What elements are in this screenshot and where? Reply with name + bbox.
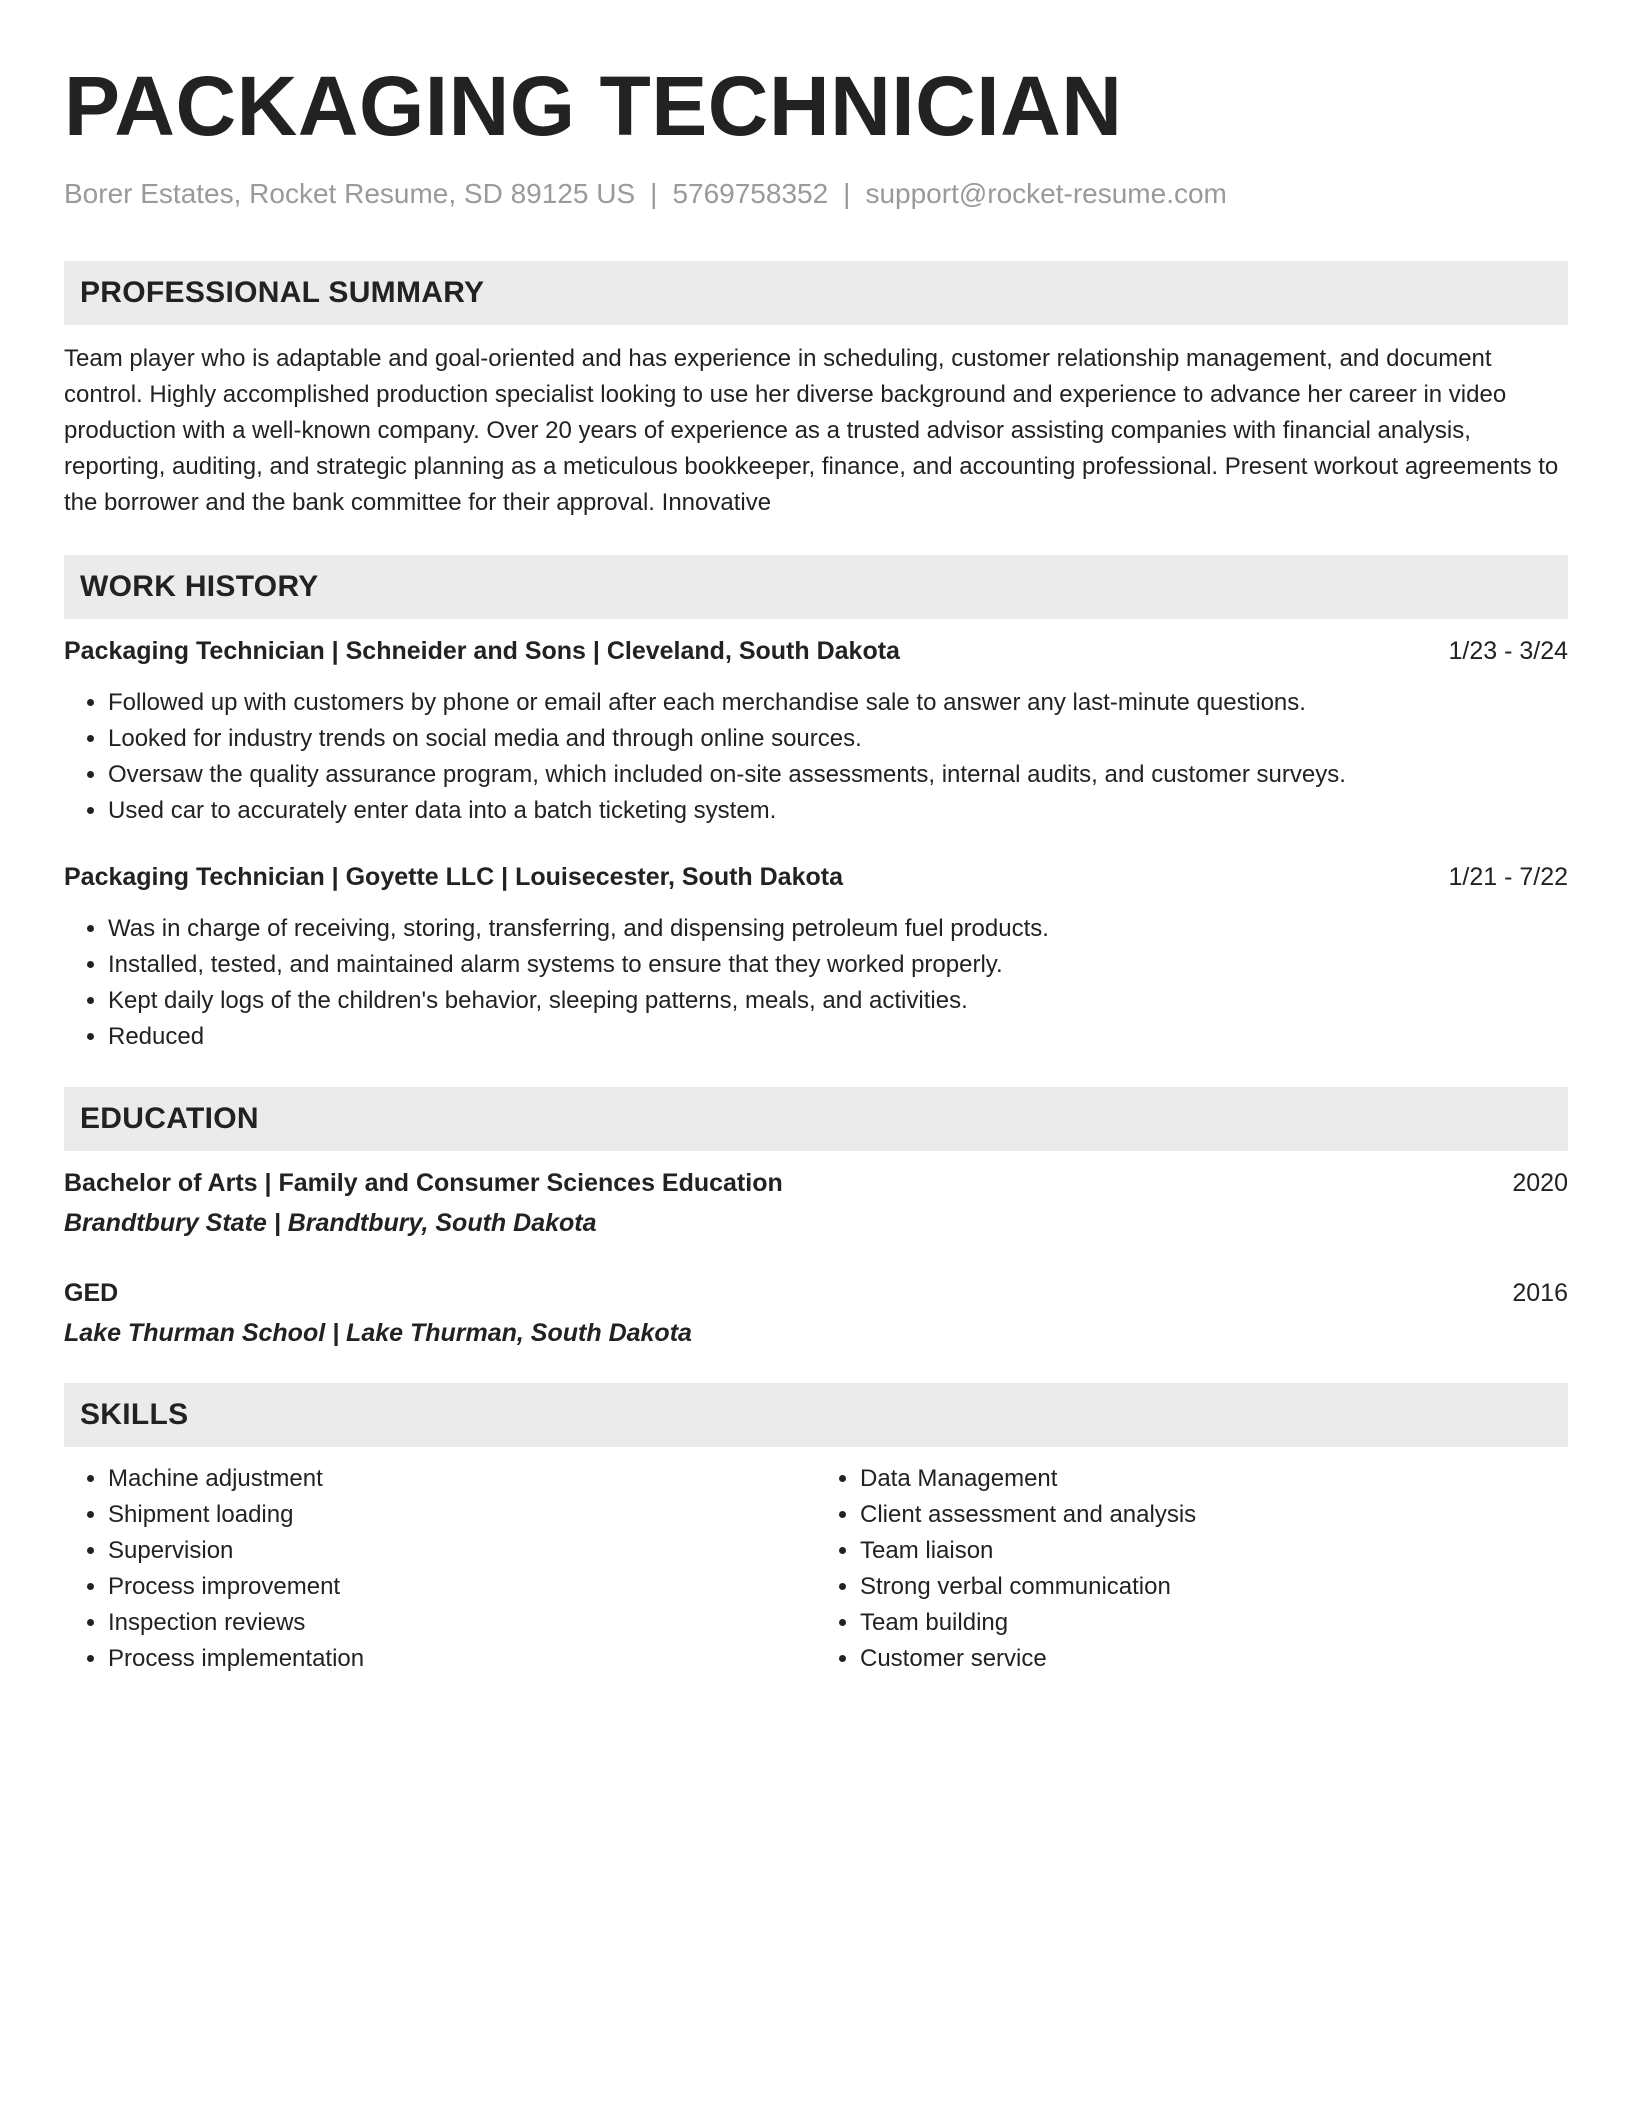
job-bullet-list bbox=[64, 685, 1568, 829]
summary-text: Team player who is adaptable and goal-oriented and has experience in scheduling, customer relationship management, and document control. Highly accomplished production specialist looking to use her diverse background and experience to advance her career in video production with a well-known company. Over 20 years of experience as a trusted advisor assisting companies with financial analysis, reporting, auditing, and strategic planning as a meticulous bookkeeper, finance, and accounting professional. Present workout agreements to the borrower and the bank committee for their approval. Innovative bbox=[64, 345, 1559, 516]
contact-address: Borer Estates, Rocket Resume, SD 89125 US bbox=[64, 178, 636, 209]
job-bullet: • Oversaw the quality assurance program, which included on-site assessments, internal audits, and customer surveys. bbox=[108, 757, 1568, 793]
skill-item: • Strong verbal communication bbox=[860, 1569, 1568, 1605]
education-year: 2020 bbox=[1512, 1169, 1568, 1197]
job-bullet: • Installed, tested, and maintained alarm systems to ensure that they worked properly. bbox=[108, 947, 1568, 983]
education-entry-header bbox=[64, 1165, 1568, 1201]
summary-section-heading: PROFESSIONAL SUMMARY bbox=[64, 261, 1568, 325]
job-title: Packaging Technician | Schneider and Sons | Cleveland, South Dakota bbox=[64, 637, 900, 665]
education-degree: GED bbox=[64, 1279, 119, 1307]
skill-item: • Client assessment and analysis bbox=[860, 1497, 1568, 1533]
job-bullet: • Was in charge of receiving, storing, transferring, and dispensing petroleum fuel products. bbox=[108, 911, 1568, 947]
skill-item: • Inspection reviews bbox=[108, 1605, 816, 1641]
education-school: Lake Thurman School | Lake Thurman, South Dakota bbox=[64, 1319, 692, 1347]
candidate-name: PACKAGING TECHNICIAN bbox=[64, 59, 1123, 153]
skill-item: • Team building bbox=[860, 1605, 1568, 1641]
job-dates: 1/23 - 3/24 bbox=[1448, 637, 1568, 665]
skill-item: • Supervision bbox=[108, 1533, 816, 1569]
job-bullet: • Used car to accurately enter data into a batch ticketing system. bbox=[108, 793, 1568, 829]
job-bullet: • Kept daily logs of the children's behavior, sleeping patterns, meals, and activities. bbox=[108, 983, 1568, 1019]
skills-section-heading: SKILLS bbox=[64, 1383, 1568, 1447]
contact-phone: 5769758352 bbox=[672, 178, 829, 209]
education-degree: Bachelor of Arts | Family and Consumer Sciences Education bbox=[64, 1169, 783, 1197]
contact-email[interactable]: support@rocket-resume.com bbox=[865, 178, 1227, 209]
education-school: Brandtbury State | Brandtbury, South Dakota bbox=[64, 1209, 597, 1237]
skill-item: • Shipment loading bbox=[108, 1497, 816, 1533]
job-entry-header bbox=[64, 859, 1568, 895]
job-dates: 1/21 - 7/22 bbox=[1448, 863, 1568, 891]
contact-separator: | bbox=[843, 178, 851, 209]
contact-line bbox=[64, 176, 1568, 212]
skill-item: • Data Management bbox=[860, 1461, 1568, 1497]
job-title: Packaging Technician | Goyette LLC | Louisecester, South Dakota bbox=[64, 863, 843, 891]
skill-item: • Machine adjustment bbox=[108, 1461, 816, 1497]
education-section-heading: EDUCATION bbox=[64, 1087, 1568, 1151]
skills-columns bbox=[64, 1461, 1568, 1677]
skill-item: • Customer service bbox=[860, 1641, 1568, 1677]
job-bullet-list bbox=[64, 911, 1568, 1055]
education-entry-header bbox=[64, 1275, 1568, 1311]
work-history-section-heading: WORK HISTORY bbox=[64, 555, 1568, 619]
skill-item: • Process implementation bbox=[108, 1641, 816, 1677]
skills-list-left bbox=[64, 1461, 816, 1677]
skill-item: • Team liaison bbox=[860, 1533, 1568, 1569]
education-year: 2016 bbox=[1512, 1279, 1568, 1307]
job-bullet: • Looked for industry trends on social media and through online sources. bbox=[108, 721, 1568, 757]
skills-list-right bbox=[816, 1461, 1568, 1677]
job-bullet: • Followed up with customers by phone or email after each merchandise sale to answer any last-minute questions. bbox=[108, 685, 1568, 721]
skill-item: • Process improvement bbox=[108, 1569, 816, 1605]
contact-separator: | bbox=[650, 178, 658, 209]
job-entry-header bbox=[64, 633, 1568, 669]
job-bullet: • Reduced bbox=[108, 1019, 1568, 1055]
